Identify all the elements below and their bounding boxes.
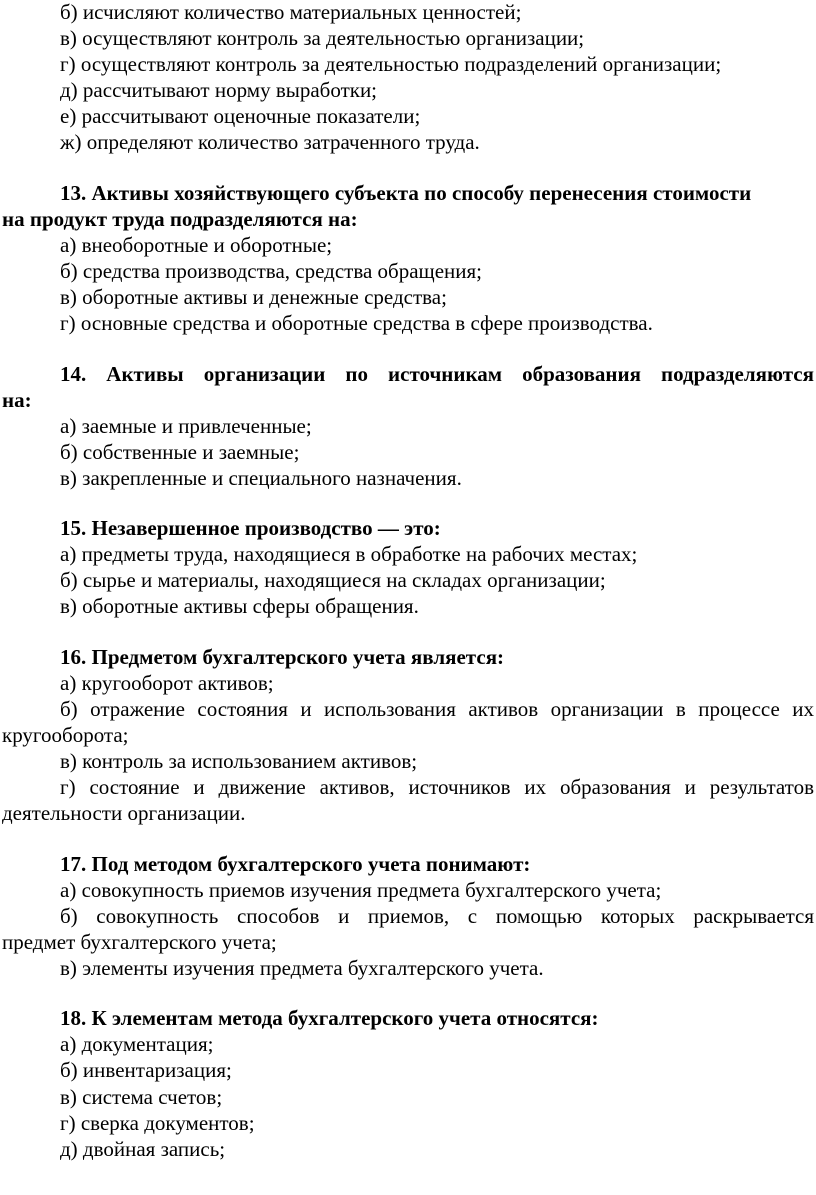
question-16 (2, 644, 814, 827)
question-13-option-b: б) средства производства, средства обращения; (60, 259, 482, 284)
question-13-option-g: г) основные средства и оборотные средства в сфере производства. (60, 311, 653, 336)
question-18-option-d: д) двойная запись; (60, 1136, 226, 1161)
question-16-title: 16. Предметом бухгалтерского учета является: (60, 644, 505, 669)
option-d: д) рассчитывают норму выработки; (60, 78, 378, 103)
option-zh: ж) определяют количество затраченного труда. (60, 130, 480, 155)
question-18 (2, 1005, 814, 1162)
question-17-title: 17. Под методом бухгалтерского учета понимают: (60, 851, 531, 876)
question-13-title-line2: на продукт труда подразделяются на: (2, 206, 358, 231)
option-b: б) исчисляют количество материальных ценностей; (60, 0, 522, 24)
question-14-option-a: а) заемные и привлеченные; (60, 413, 312, 438)
question-15 (2, 515, 814, 619)
option-e: е) рассчитывают оценочные показатели; (60, 104, 421, 129)
question-15-option-v: в) оборотные активы сферы обращения. (60, 594, 419, 619)
option-g: г) осуществляют контроль за деятельностью подразделений организации; (60, 52, 722, 77)
question-13-title-line1: 13. Активы хозяйствующего субъекта по способу перенесения стоимости (60, 180, 752, 205)
question-15-title: 15. Незавершенное производство — это: (60, 516, 441, 541)
question-18-option-b: б) инвентаризация; (60, 1058, 232, 1083)
question-17-option-v: в) элементы изучения предмета бухгалтерского учета. (60, 955, 544, 980)
question-14-title-line1: 14. Активы организации по источникам образования подразделяются (60, 361, 814, 386)
question-13-option-a: а) внеоборотные и оборотные; (60, 232, 333, 257)
question-16-option-b-line2: кругооборота; (2, 723, 129, 747)
question-16-option-v: в) контроль за использованием активов; (60, 749, 418, 774)
question-17-option-b-line2: предмет бухгалтерского учета; (2, 929, 277, 954)
question-16-option-b-line1: б) отражение состояния и использования активов организации в процессе их (60, 696, 814, 721)
question-14-option-v: в) закрепленные и специального назначения. (60, 465, 462, 490)
question-18-option-v: в) система счетов; (60, 1084, 223, 1109)
question-14-title-line2: на: (2, 387, 32, 412)
question-13 (2, 180, 814, 337)
question-15-option-a: а) предметы труда, находящиеся в обработке на рабочих местах; (60, 542, 638, 567)
question-16-option-g-line1: г) состояние и движение активов, источников их образования и результатов (60, 775, 814, 800)
question-17-option-b-line1: б) совокупность способов и приемов, с помощью которых раскрывается (60, 903, 814, 928)
question-17-option-a: а) совокупность приемов изучения предмета бухгалтерского учета; (60, 877, 662, 902)
question-16-option-a: а) кругооборот активов; (60, 670, 274, 695)
continuation-options (2, 0, 814, 156)
question-15-option-b: б) сырье и материалы, находящиеся на складах организации; (60, 568, 606, 593)
spacer (2, 981, 814, 1005)
question-14-option-b: б) собственные и заемные; (60, 439, 300, 464)
spacer (2, 156, 814, 180)
question-17 (2, 851, 814, 981)
spacer (2, 826, 814, 850)
question-18-option-g: г) сверка документов; (60, 1110, 255, 1135)
question-14 (2, 361, 814, 491)
spacer (2, 620, 814, 644)
spacer (2, 336, 814, 360)
question-18-option-a: а) документация; (60, 1032, 214, 1057)
option-v: в) осуществляют контроль за деятельностью организации; (60, 26, 585, 51)
question-18-title: 18. К элементам метода бухгалтерского учета относятся: (60, 1006, 599, 1031)
question-13-option-v: в) оборотные активы и денежные средства; (60, 285, 447, 310)
spacer (2, 491, 814, 515)
question-16-option-g-line2: деятельности организации. (2, 801, 246, 826)
